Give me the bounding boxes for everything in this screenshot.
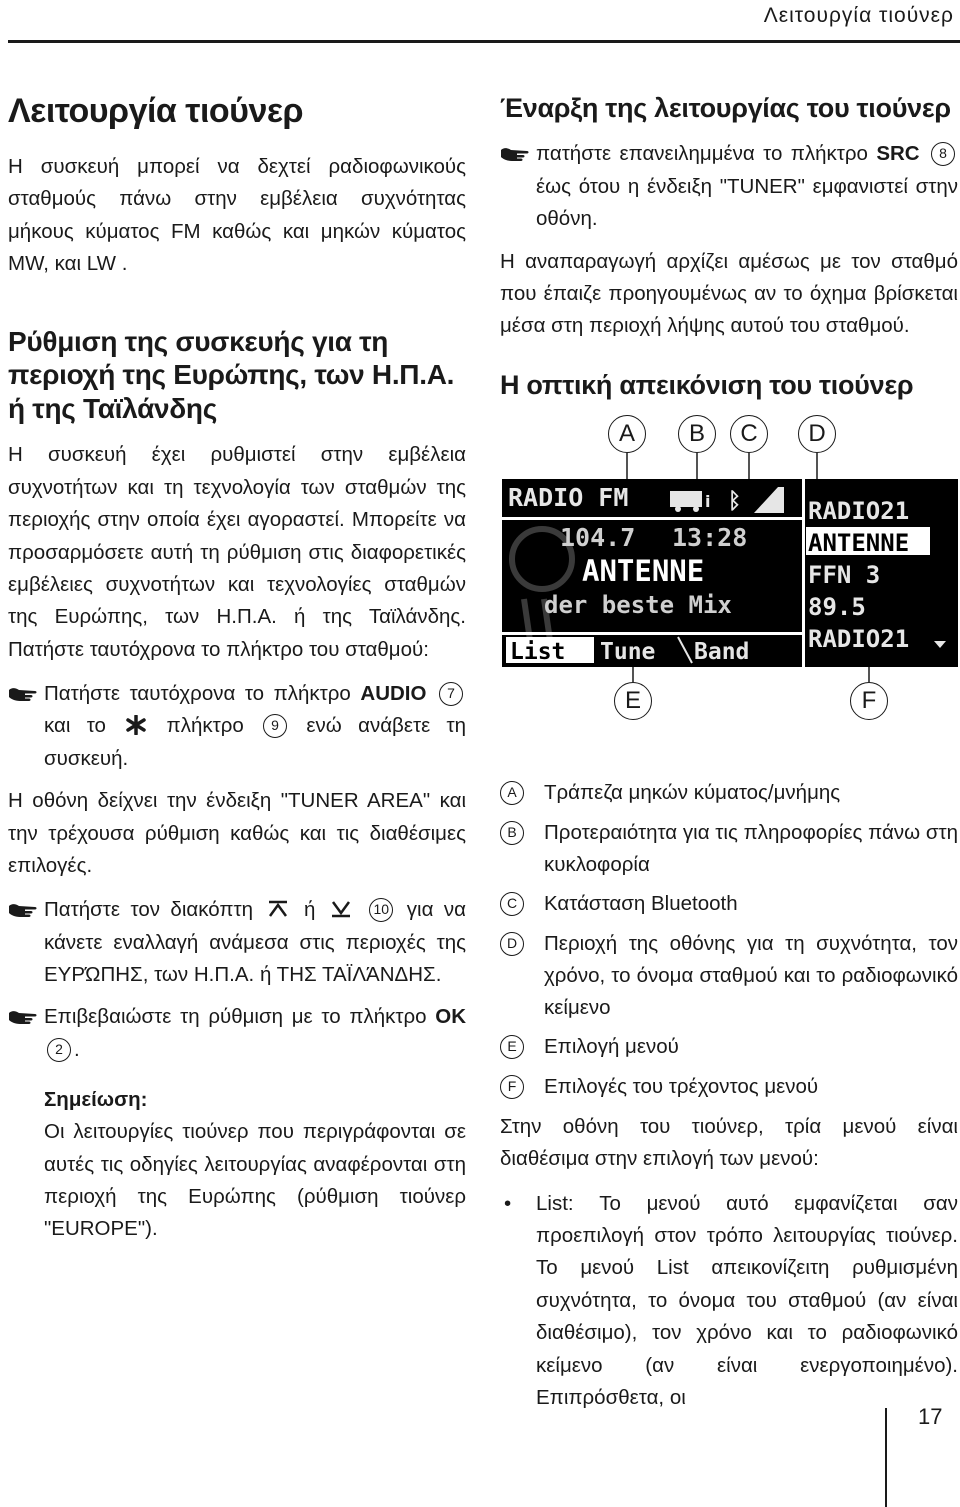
lcd-band-label: RADIO FM bbox=[508, 483, 629, 513]
callout-a: A bbox=[608, 415, 646, 453]
lcd-frequency: 104.7 bbox=[560, 523, 636, 553]
header-rule bbox=[8, 40, 960, 43]
pointing-hand-icon bbox=[8, 1001, 38, 1033]
memory-item: ANTENNE bbox=[808, 529, 910, 558]
callout-d: D bbox=[798, 415, 836, 453]
key-number-badge: 9 bbox=[263, 714, 287, 738]
display-legend bbox=[500, 777, 958, 1103]
softkey-list: List bbox=[510, 639, 566, 666]
memory-item: FFN 3 bbox=[808, 561, 881, 590]
legend-item: E Επιλογή μενού bbox=[500, 1031, 958, 1063]
running-header: Λειτουργία τιούνερ bbox=[763, 4, 954, 27]
page-number: 17 bbox=[918, 1404, 943, 1429]
pointing-hand-icon bbox=[500, 138, 530, 170]
display-heading: Η οπτική απεικόνιση του τιούνερ bbox=[500, 369, 914, 400]
src-key-label: SRC bbox=[876, 142, 920, 166]
legend-item: C Κατάσταση Bluetooth bbox=[500, 888, 958, 920]
bluetooth-icon: ᛒ bbox=[728, 489, 742, 515]
asterisk-key-icon bbox=[126, 715, 146, 735]
tuner-lcd-screen bbox=[502, 479, 958, 667]
pointing-hand-icon bbox=[8, 894, 38, 926]
memory-item: RADIO21 bbox=[808, 625, 910, 654]
list-menu-bullet: • List: Το μενού αυτό εμφανίζεται σαν προεπιλογή στον τρόπο λειτουργίας τιούνερ. Το μενού List απεικονίζειτη ρυθμισμένη συχνότητα, το όνομα του σταθμού (αν είναι διαθέσιμο), τον χρόνο και το ραδιοφωνικό κείμενο (αν είναι ενεργοποιημένο). Επιπρόσθετα, οι bbox=[500, 1188, 958, 1415]
key-number-badge: 10 bbox=[369, 898, 393, 922]
pointing-hand-icon bbox=[8, 678, 38, 710]
legend-item: B Προτεραιότητα για τις πληροφορίες πάνω στη κυκλοφορία bbox=[500, 817, 958, 881]
bullet-dot: • bbox=[504, 1191, 512, 1215]
right-column bbox=[500, 92, 958, 1414]
rocker-down-icon bbox=[330, 899, 352, 919]
signal-strength-icon bbox=[754, 487, 784, 513]
step-press-src: πατήστε επανειλημμένα το πλήκτρο SRC 8 έως ότου η ένδειξη "TUNER" εμφανιστεί στην οθόνη. bbox=[500, 138, 958, 235]
legend-item: D Περιοχή της οθόνης για τη συχνότητα, τον χρόνο, το όνομα σταθμού και το ραδιοφωνικό κείμενο bbox=[500, 928, 958, 1023]
left-column bbox=[8, 92, 466, 1246]
ok-key-label: OK bbox=[435, 1005, 466, 1029]
callout-e: E bbox=[614, 682, 652, 720]
playback-paragraph: Η αναπαραγωγή αρχίζει αμέσως με τον σταθμό που έπαιζε προηγουμένως αν το όχημα βρίσκεται μέσα στη περιοχή λήψης αυτού του σταθμού. bbox=[500, 249, 958, 338]
region-paragraph: Η συσκευή έχει ρυθμιστεί στην εμβέλεια συχνοτήτων και τη τεχνολογία των σταθμών της περιοχής στην οποία έχει αγοραστεί. Μπορείτε να προσαρμόσετε αυτή τη ρύθμιση στις διαφορετικές εμβέλειες συχνοτήτων και τεχνολογίες σταθμών της Ευρώπης, των Η.Π.Α. ή της Ταϊλάνδης. Πατήστε ταυτόχρονα το πλήκτρο του σταθμού: bbox=[8, 443, 466, 661]
region-heading: Ρύθμιση της συσκευής για τη περιοχή της Ευρώπης, των Η.Π.Α. ή της Ταϊλάνδης bbox=[8, 325, 455, 424]
key-number-badge: 2 bbox=[47, 1038, 71, 1062]
key-number-badge: 7 bbox=[439, 682, 463, 706]
page-title: Λειτουργία τιούνερ bbox=[8, 92, 304, 130]
start-tuner-heading: Έναρξη της λειτουργίας του τιούνερ bbox=[500, 93, 951, 123]
lcd-top-divider bbox=[502, 517, 802, 520]
scroll-down-icon bbox=[934, 641, 946, 648]
memory-item: RADIO21 bbox=[808, 497, 910, 526]
page-number-rule bbox=[885, 1408, 887, 1507]
callout-c: C bbox=[730, 415, 768, 453]
step-region-keys: Πατήστε ταυτόχρονα το πλήκτρο AUDIO 7 και το πλήκτρο 9 ενώ ανάβετε τη συσκευή. bbox=[8, 678, 466, 775]
callout-b: B bbox=[678, 415, 716, 453]
intro-paragraph: Η συσκευή μπορεί να δεχτεί ραδιοφωνικούς σταθμούς πάνω στην εμβέλεια συχνότητας μήκους κύματος FM καθώς και μηκών κύματος MW, και LW . bbox=[8, 155, 466, 276]
lcd-bottom-divider bbox=[502, 632, 802, 635]
softkey-band: Band bbox=[694, 639, 750, 666]
lcd-time: 13:28 bbox=[672, 523, 748, 553]
callout-f: F bbox=[850, 682, 888, 720]
step-confirm: Επιβεβαιώστε τη ρύθμιση με το πλήκτρο OK 2 . bbox=[8, 1001, 466, 1066]
softkey-tune: Tune bbox=[600, 639, 656, 666]
svg-text:i: i bbox=[705, 492, 711, 512]
legend-item: A Τράπεζα μηκών κύματος/μνήμης bbox=[500, 777, 958, 809]
memory-item: 89.5 bbox=[808, 593, 866, 622]
menus-intro: Στην οθόνη του τιούνερ, τρία μενού είναι διαθέσιμα στην επιλογή των μενού: bbox=[500, 1114, 958, 1171]
note-body: Οι λειτουργίες τιούνερ που περιγράφονται σε αυτές τις οδηγίες λειτουργίας αναφέρονται στη περιοχή της Ευρώπης (ρύθμιση τιούνερ "EUROPE"). bbox=[44, 1120, 466, 1241]
tuner-display-figure bbox=[500, 415, 958, 765]
lcd-station-name: ANTENNE bbox=[582, 554, 705, 589]
note-title: Σημείωση: bbox=[44, 1088, 148, 1112]
softkey-separator bbox=[678, 637, 692, 663]
legend-item: F Επιλογές του τρέχοντος μενού bbox=[500, 1071, 958, 1103]
audio-key-label: AUDIO bbox=[360, 682, 427, 705]
lcd-radiotext: der beste Mix bbox=[544, 591, 732, 620]
step-switch-region: Πατήστε τον διακόπτη ή 10 για να κάνετε εναλλαγή ανάμεσα στις περιοχές της ΕΥΡΏΠΗΣ, των Η.Π.Α. ή ΤΗΣ ΤΑΪΛΆΝΔΗΣ. bbox=[8, 894, 466, 991]
lcd-graphics bbox=[502, 479, 958, 667]
key-number-badge: 8 bbox=[931, 142, 955, 166]
traffic-info-icon bbox=[670, 491, 710, 512]
lcd-vertical-divider bbox=[802, 479, 805, 667]
rocker-up-icon bbox=[267, 899, 289, 919]
tuner-area-result: Η οθόνη δείχνει την ένδειξη "TUNER AREA" και την τρέχουσα ρύθμιση καθώς και τις διαθέσιμες επιλογές. bbox=[8, 789, 466, 877]
